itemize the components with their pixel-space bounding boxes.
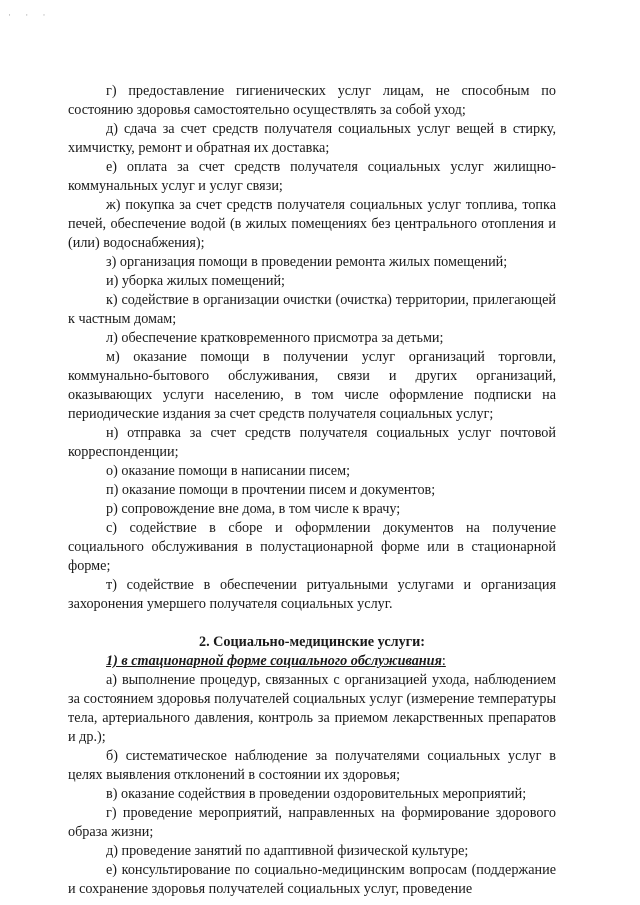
subsection-heading xyxy=(68,652,556,671)
list-item: н) отправка за счет средств получателя социальных услуг почтовой корреспонденции; xyxy=(68,425,556,460)
list-item: т) содействие в обеспечении ритуальными услугами и организация захоронения умершего получателя социальных услуг. xyxy=(68,577,556,612)
document-body xyxy=(68,82,556,899)
list-item: с) содействие в сборе и оформлении документов на получение социального обслуживания в полустационарной форме или в стационарной форме; xyxy=(68,520,556,574)
subsection-heading-colon: : xyxy=(441,653,446,669)
section-spacer xyxy=(68,614,556,633)
list-item: п) оказание помощи в прочтении писем и документов; xyxy=(106,482,436,498)
list-item: з) организация помощи в проведении ремонта жилых помещений; xyxy=(106,254,508,270)
scan-corner-marks: · · · xyxy=(8,10,52,20)
list-item: в) оказание содействия в проведении оздоровительных мероприятий; xyxy=(106,786,527,802)
list-item: к) содействие в организации очистки (очистка) территории, прилегающей к частным домам; xyxy=(68,292,556,327)
list-item: л) обеспечение кратковременного присмотра за детьми; xyxy=(106,330,444,346)
list-item: б) систематическое наблюдение за получателями социальных услуг в целях выявления отклонений в состоянии их здоровья; xyxy=(68,748,556,783)
section-heading: 2. Социально-медицинские услуги: xyxy=(198,634,426,650)
list-item: а) выполнение процедур, связанных с организацией ухода, наблюдением за состоянием здоровья получателей социальных услуг (измерение температуры тела, артериального давления, контроль за приемом лекарственных препаратов и др.); xyxy=(68,672,556,745)
list-item: е) оплата за счет средств получателя социальных услуг жилищно-коммунальных услуг и услуг связи; xyxy=(68,159,556,194)
list-item: о) оказание помощи в написании писем; xyxy=(106,463,351,479)
list-item: р) сопровождение вне дома, в том числе к врачу; xyxy=(106,501,401,517)
list-item: г) предоставление гигиенических услуг лицам, не способным по состоянию здоровья самостоятельно осуществлять за собой уход; xyxy=(68,83,556,118)
list-item: м) оказание помощи в получении услуг организаций торговли, коммунально-бытового обслуживания, связи и других организаций, оказывающих услуги населению, в том числе оформление подписки на периодические издания за счет средств получателя социальных услуг; xyxy=(68,349,556,422)
list-item: и) уборка жилых помещений; xyxy=(106,273,285,289)
list-item: д) сдача за счет средств получателя социальных услуг вещей в стирку, химчистку, ремонт и обратная их доставка; xyxy=(68,121,556,156)
list-item: г) проведение мероприятий, направленных на формирование здорового образа жизни; xyxy=(68,805,556,840)
list-item: ж) покупка за счет средств получателя социальных услуг топлива, топка печей, обеспечение водой (в жилых помещениях без центрального отопления и (или) водоснабжения); xyxy=(68,197,556,251)
subsection-heading-text: 1) в стационарной форме социального обслуживания xyxy=(106,653,442,669)
list-item: е) консультирование по социально-медицинским вопросам (поддержание и сохранение здоровья получателей социальных услуг, проведение xyxy=(68,862,556,897)
list-item: д) проведение занятий по адаптивной физической культуре; xyxy=(106,843,469,859)
